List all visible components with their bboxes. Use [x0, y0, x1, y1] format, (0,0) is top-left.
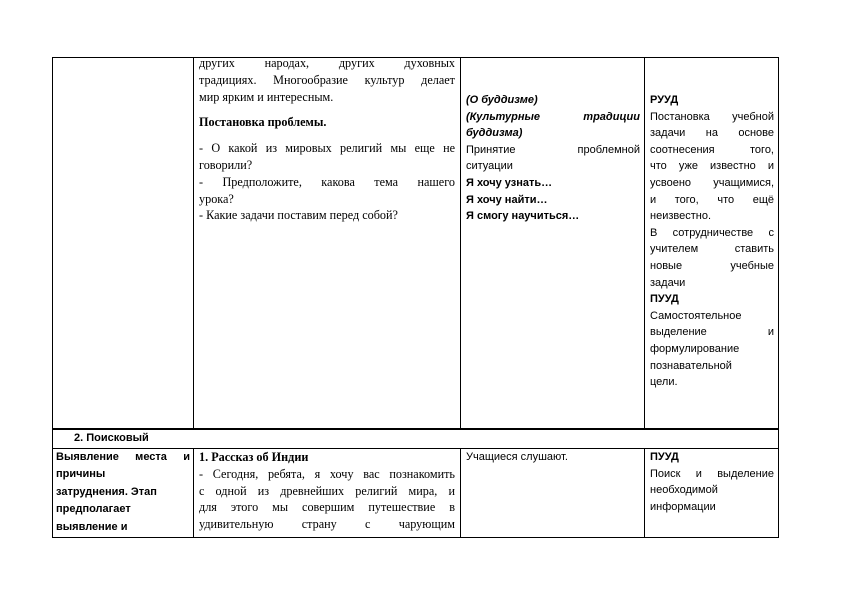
- puud-line: выделение и: [650, 326, 774, 339]
- story-line: для этого мы совершим путешествие в: [199, 500, 455, 515]
- stage-line: предполагает: [56, 503, 131, 516]
- puud-line: необходимой: [650, 484, 718, 497]
- coop-line: новые учебные: [650, 259, 774, 272]
- puud-line: Самостоятельное: [650, 309, 742, 322]
- stage-line: причины: [56, 468, 106, 481]
- coop-line: задачи: [650, 276, 686, 289]
- puud-line: цели.: [650, 376, 678, 389]
- section-top-border: [52, 429, 779, 430]
- puud-line: Поиск и выделение: [650, 467, 774, 480]
- question-item: [199, 140, 455, 174]
- row3-stage-cell: [56, 449, 190, 536]
- ruud-label: РУУД: [650, 94, 679, 106]
- story-line: удивительную страну с чарующим: [199, 517, 455, 532]
- question-line: - Предположите, какова тема нашего: [199, 174, 455, 189]
- question-item: [199, 207, 455, 224]
- lesson-topic: (О буддизме): [466, 94, 538, 106]
- coop-line: учителем ставить: [650, 243, 774, 256]
- ruud-line: соотнесения того,: [650, 143, 774, 156]
- lesson-topic-2-cont: буддизма): [466, 127, 523, 140]
- can-learn: Я смогу научиться…: [466, 210, 580, 223]
- ruud-line: задачи на основе: [650, 127, 774, 140]
- story-line: с одной из древнейших религий мира, и: [199, 483, 455, 498]
- question-line: говорили?: [199, 157, 253, 172]
- intro-line: традициях. Многообразие культур делает: [199, 72, 455, 87]
- row1-teacher-cell: [199, 55, 455, 224]
- coop-line: В сотрудничестве с: [650, 226, 774, 239]
- intro-line: мир ярким и интересным.: [199, 89, 334, 104]
- table-right-border: [778, 57, 779, 538]
- row1-student-cell: [466, 92, 640, 225]
- column-divider-3: [644, 57, 645, 429]
- column-divider-1-lower: [193, 448, 194, 538]
- column-divider-3-lower: [644, 448, 645, 538]
- question-line: - Какие задачи поставим перед собой?: [199, 208, 398, 223]
- question-line: урока?: [199, 191, 234, 206]
- question-item: [199, 174, 455, 208]
- puud-line: познавательной: [650, 359, 732, 372]
- lesson-topic-2: (Культурные традиции: [466, 110, 640, 123]
- story-line: - Сегодня, ребята, я хочу вас познакомить: [199, 466, 455, 481]
- intro-line: других народах, других духовных: [199, 56, 455, 70]
- problem-heading: Постановка проблемы.: [199, 115, 327, 130]
- students-listen: Учащиеся слушают.: [466, 451, 568, 463]
- ruud-line: Постановка учебной: [650, 110, 774, 123]
- row3-uud-cell: [650, 449, 774, 515]
- column-divider-1: [193, 57, 194, 429]
- table-bottom-border: [52, 537, 779, 538]
- want-find: Я хочу найти…: [466, 193, 548, 206]
- question-line: - О какой из мировых религий мы еще не: [199, 141, 455, 156]
- india-story-heading: 1. Рассказ об Индии: [199, 450, 309, 464]
- section-label: 2. Поисковый: [74, 432, 149, 444]
- puud-label: ПУУД: [650, 293, 679, 306]
- ruud-line: что уже известно и: [650, 160, 774, 173]
- row3-teacher-cell: [199, 449, 455, 533]
- stage-line: выявление и: [56, 520, 128, 533]
- table-left-border: [52, 57, 53, 538]
- puud-line: информации: [650, 500, 716, 513]
- row1-uud-cell: [650, 92, 774, 391]
- puud-line: формулирование: [650, 342, 740, 355]
- column-divider-2-lower: [460, 448, 461, 538]
- puud-label: ПУУД: [650, 451, 679, 463]
- accept-situation-cont: ситуации: [466, 160, 513, 173]
- ruud-line: и того, что ещё: [650, 193, 774, 206]
- ruud-line: неизвестно.: [650, 210, 712, 223]
- stage-line: Выявление места и: [56, 451, 190, 463]
- want-know: Я хочу узнать…: [466, 176, 553, 189]
- accept-situation: Принятие проблемной: [466, 143, 640, 156]
- column-divider-2: [460, 57, 461, 429]
- ruud-line: усвоено учащимися,: [650, 176, 774, 189]
- stage-line: затруднения. Этап: [56, 485, 157, 498]
